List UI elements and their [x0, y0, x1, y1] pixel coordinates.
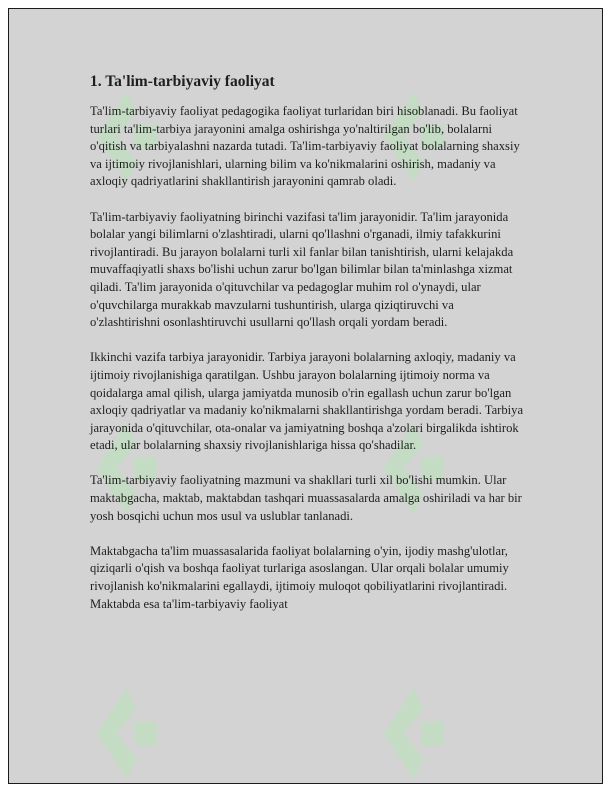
paragraph: Maktabgacha ta'lim muassasalarida faoliyat bolalarning o'yin, ijodiy mashg'ulotlar, qiziqarli o'qish va boshqa faoliyat turlariga asoslangan. Ular orqali bolalar umumiy rivojlanish ko'nikmalarini egallaydi, ijtimoiy muloqot qobiliyatlarini rivojlantiradi. Maktabda esa ta'lim-tarbiyaviy faoliyat — [90, 543, 509, 611]
paragraph: Ikkinchi vazifa tarbiya jarayonidir. Tarbiya jarayoni bolalarning axloqiy, madaniy va ijtimoiy rivojlanishiga qaratilgan. Ushbu jarayon bolalarning ijtimoiy norma va qoidalarga amal qilish, ularga jamiyatda munosib o'rin egallash uchun zarur bo'lgan axloqiy qadriyatlar va madaniy ko'nikmalarni shakllantirishga yordam beradi. Tarbiya jarayonida o'qituvchilar, ota-onalar va jamiyatning boshqa a'zolari birgalikda ishtirok etadi, ular bolalarning shaxsiy rivojlanishlariga hissa qo'shadilar. — [90, 350, 524, 453]
paragraph: Ta'lim-tarbiyaviy faoliyatning mazmuni va shakllari turli xil bo'lishi mumkin. Ular maktabgacha, maktab, maktabdan tashqari muassasalarda amalga oshiriladi va har bir yosh bosqichi uchun mos usul va uslublar tanlanadi. — [90, 473, 522, 523]
watermark-logo-icon — [374, 674, 452, 784]
section-heading: 1. Ta'lim-tarbiyaviy faoliyat — [90, 73, 275, 90]
paragraph: Ta'lim-tarbiyaviy faoliyat pedagogika faoliyat turlaridan biri hisoblanadi. Bu faoliyat turlari ta'lim-tarbiya jarayonini amalga oshirishga yo'naltirilgan bo'lib, bolalarni o'qitish va tarbiyalashni nazarda tutadi. Ta'lim-tarbiyaviy faoliyat bolalarning shaxsiy va ijtimoiy rivojlanishlari, ularning bilim va ko'nikmalarini oshirish, madaniy va axloqiy qadriyatlarini shakllantirish jarayonini qamrab oladi. — [90, 104, 520, 189]
watermark-logo-icon — [87, 674, 165, 784]
document-body — [90, 73, 526, 631]
paragraph: Ta'lim-tarbiyaviy faoliyatning birinchi vazifasi ta'lim jarayonidir. Ta'lim jarayonida bolalar yangi bilimlarni o'zlashtiradi, ularni qo'llashni o'rganadi, ilmiy tafakkurini rivojlantiradi. Bu jarayon bolalarni turli xil fanlar bilan tanishtirish, ularni kelajakda muvaffaqiyatli shaxs bo'lishi uchun zarur bo'lgan bilimlar bilan ta'minlashga xizmat qiladi. Ta'lim jarayonida o'qituvchilar va pedagoglar muhim rol o'ynaydi, ular o'quvchilarga murakkab mavzularni tushuntirish, ularga qiziqtiruvchi va o'zlashtirishni osonlashtiruvchi usullarni qo'llash orqali yordam beradi. — [90, 209, 514, 330]
document-page — [8, 8, 603, 784]
